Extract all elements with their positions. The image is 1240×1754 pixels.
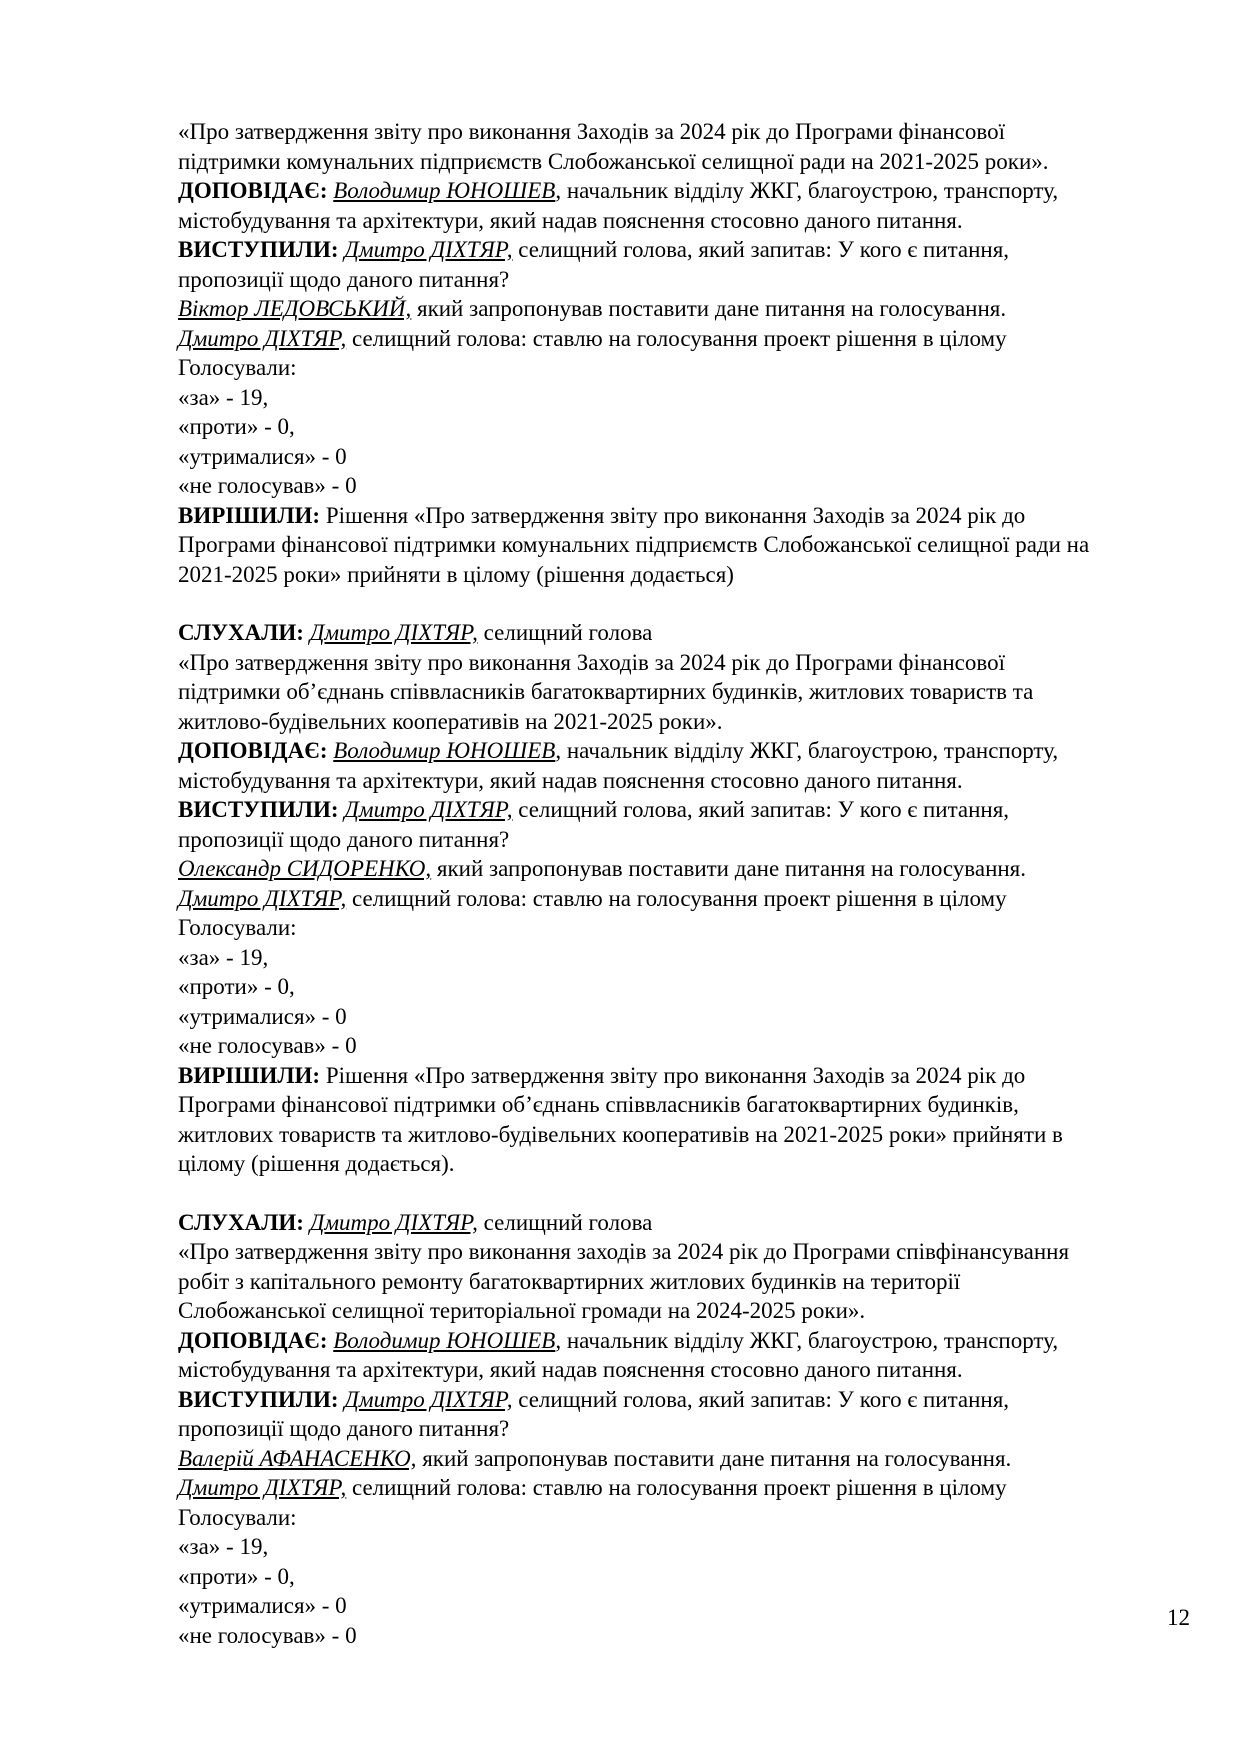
person-name: Дмитро ДІХТЯР, <box>309 620 478 645</box>
person-name: Дмитро ДІХТЯР, <box>344 1386 513 1412</box>
item-title: «Про затвердження звіту про виконання Заходів за 2024 рік до Програми фінансової підтримки об’єднань співвласників багатоквартирних будинків, житлових товариств та житлово-будівельних кооперативів на 2021-2025 роки». <box>178 649 1034 734</box>
page-number: 12 <box>1167 1605 1190 1630</box>
person-name: Дмитро ДІХТЯР, <box>309 1209 478 1235</box>
decision-paragraph: ВИРІШИЛИ: Рішення «Про затвердження звіту про виконання Заходів за 2024 рік до Програми фінансової підтримки комунальних підприємств Слобожанської селищної ради на 2021-2025 роки» прийняти в цілому (рішення додається) <box>178 502 1090 587</box>
label-sluhaly: СЛУХАЛИ: <box>178 620 304 645</box>
person-name: Володимир ЮНОШЕВ <box>333 738 556 763</box>
vote-for: «за» - 19, <box>178 944 269 970</box>
person-name: Дмитро ДІХТЯР, <box>344 237 513 262</box>
vote-not-voted: «не голосував» - 0 <box>178 1622 357 1648</box>
decision-paragraph: ВИРІШИЛИ: Рішення «Про затвердження звіту про виконання Заходів за 2024 рік до Програми фінансової підтримки об’єднань співвласників багатоквартирних будинків, житлових товариств та житлово-будівельних кооперативів на 2021-2025 роки» прийняти в цілому (рішення додається). <box>178 1062 1063 1176</box>
label-sluhaly: СЛУХАЛИ: <box>178 1209 304 1235</box>
vote-abstained: «утрималися» - 0 <box>178 1003 347 1029</box>
section-gap <box>178 1179 1186 1208</box>
vote-against: «проти» - 0, <box>178 414 295 439</box>
proposal-paragraph: Віктор ЛЕДОВСЬКИЙ, який запропонував поставити дане питання на голосування. <box>178 296 1007 321</box>
item-title: «Про затвердження звіту про виконання заходів за 2024 рік до Програми співфінансування робіт з капітального ремонту багатоквартирних житлових будинків на території Слобожанської селищної територіальної громади на 2024-2025 роки». <box>178 1239 1070 1323</box>
label-dopovidaie: ДОПОВІДАЄ: <box>178 738 328 763</box>
heard-paragraph: СЛУХАЛИ: Дмитро ДІХТЯР, селищний голова <box>178 1209 653 1235</box>
speakers-paragraph: ВИСТУПИЛИ: Дмитро ДІХТЯР, селищний голова, який запитав: У кого є питання, пропозиції щодо даного питання? <box>178 1386 1010 1441</box>
person-name: Володимир ЮНОШЕВ <box>333 1327 556 1353</box>
agenda-item-3 <box>178 1208 1186 1651</box>
agenda-item-1 <box>178 117 1186 589</box>
vote-label: Голосували: <box>178 1504 297 1530</box>
person-name: Дмитро ДІХТЯР, <box>178 1475 347 1500</box>
agenda-item-2 <box>178 618 1186 1179</box>
section-gap <box>178 589 1186 618</box>
vote-abstained: «утрималися» - 0 <box>178 443 347 469</box>
reporter-paragraph: ДОПОВІДАЄ: Володимир ЮНОШЕВ, начальник відділу ЖКГ, благоустрою, транспорту, містобудування та архітектури, який надав пояснення стосовно даного питання. <box>178 1327 1059 1382</box>
label-vystupyly: ВИСТУПИЛИ: <box>178 797 339 822</box>
person-name: Олександр СИДОРЕНКО, <box>178 856 432 881</box>
vote-label: Голосували: <box>178 355 297 380</box>
vote-results <box>178 1503 1186 1651</box>
document-body <box>178 117 1186 1650</box>
put-to-vote-paragraph: Дмитро ДІХТЯР, селищний голова: ставлю на голосування проект рішення в цілому <box>178 325 1007 351</box>
heard-paragraph: СЛУХАЛИ: Дмитро ДІХТЯР, селищний голова <box>178 620 653 645</box>
label-dopovidaie: ДОПОВІДАЄ: <box>178 178 328 203</box>
person-name: Дмитро ДІХТЯР, <box>344 797 513 822</box>
vote-label: Голосували: <box>178 915 297 940</box>
label-vyrishyly: ВИРІШИЛИ: <box>178 502 321 528</box>
put-to-vote-paragraph: Дмитро ДІХТЯР, селищний голова: ставлю на голосування проект рішення в цілому <box>178 1475 1007 1500</box>
person-name: Валерій АФАНАСЕНКО, <box>178 1445 417 1471</box>
vote-for: «за» - 19, <box>178 1534 269 1559</box>
label-vyrishyly: ВИРІШИЛИ: <box>178 1062 321 1088</box>
label-vystupyly: ВИСТУПИЛИ: <box>178 1386 339 1412</box>
vote-results <box>178 913 1186 1061</box>
speakers-paragraph: ВИСТУПИЛИ: Дмитро ДІХТЯР, селищний голова, який запитав: У кого є питання, пропозиції щодо даного питання? <box>178 237 1010 292</box>
item-title: «Про затвердження звіту про виконання Заходів за 2024 рік до Програми фінансової підтримки комунальних підприємств Слобожанської селищної ради на 2021-2025 роки». <box>178 119 1049 174</box>
label-vystupyly: ВИСТУПИЛИ: <box>178 237 339 262</box>
vote-results <box>178 353 1186 501</box>
reporter-paragraph: ДОПОВІДАЄ: Володимир ЮНОШЕВ, начальник відділу ЖКГ, благоустрою, транспорту, містобудування та архітектури, який надав пояснення стосовно даного питання. <box>178 738 1059 793</box>
person-name: Дмитро ДІХТЯР, <box>178 325 347 351</box>
vote-against: «проти» - 0, <box>178 974 295 999</box>
person-name: Дмитро ДІХТЯР, <box>178 885 347 911</box>
person-name: Віктор ЛЕДОВСЬКИЙ, <box>178 296 412 321</box>
vote-not-voted: «не голосував» - 0 <box>178 473 357 498</box>
speakers-paragraph: ВИСТУПИЛИ: Дмитро ДІХТЯР, селищний голова, який запитав: У кого є питання, пропозиції щодо даного питання? <box>178 797 1010 852</box>
proposal-paragraph: Олександр СИДОРЕНКО, який запропонував поставити дане питання на голосування. <box>178 856 1027 881</box>
label-dopovidaie: ДОПОВІДАЄ: <box>178 1327 328 1353</box>
proposal-paragraph: Валерій АФАНАСЕНКО, який запропонував поставити дане питання на голосування. <box>178 1445 1012 1471</box>
vote-for: «за» - 19, <box>178 384 269 410</box>
vote-not-voted: «не голосував» - 0 <box>178 1033 357 1058</box>
person-name: Володимир ЮНОШЕВ <box>333 178 556 203</box>
reporter-paragraph: ДОПОВІДАЄ: Володимир ЮНОШЕВ, начальник відділу ЖКГ, благоустрою, транспорту, містобудування та архітектури, який надав пояснення стосовно даного питання. <box>178 178 1059 233</box>
vote-abstained: «утрималися» - 0 <box>178 1593 347 1618</box>
vote-against: «проти» - 0, <box>178 1563 295 1589</box>
put-to-vote-paragraph: Дмитро ДІХТЯР, селищний голова: ставлю на голосування проект рішення в цілому <box>178 885 1007 911</box>
